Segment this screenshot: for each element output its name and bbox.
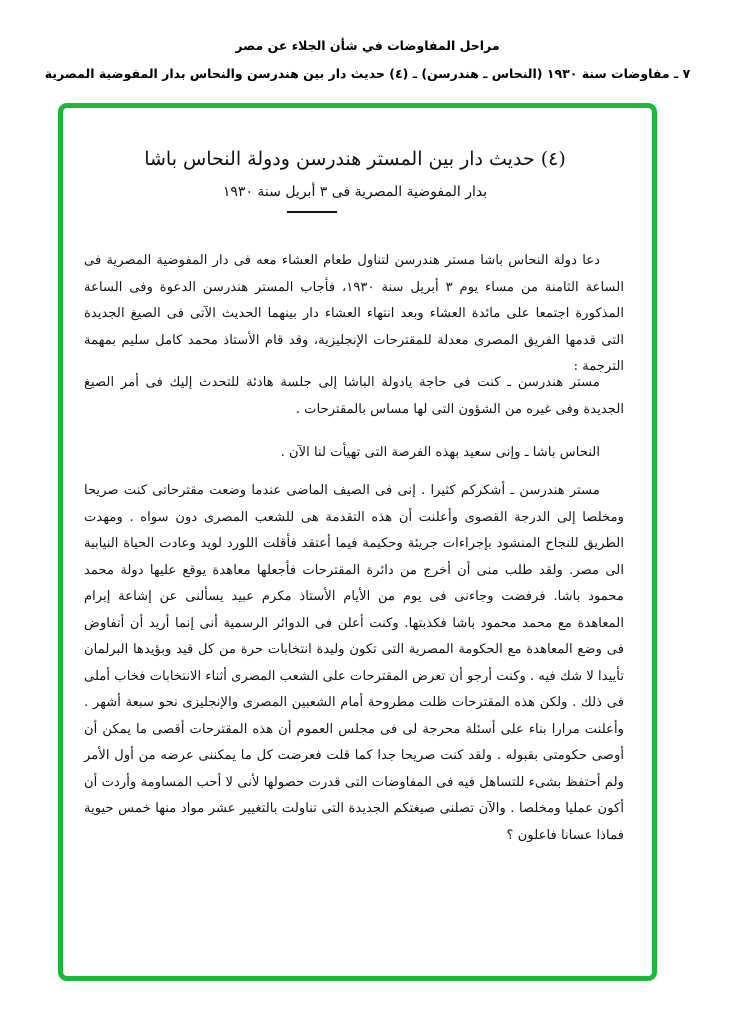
paragraph-henderson-1 xyxy=(84,370,624,423)
paragraph-text: النحاس باشا ـ وإنى سعيد بهذه الفرصة التى تهيأت لنا الآن . xyxy=(280,445,600,460)
document-page xyxy=(62,108,648,968)
paragraph-intro xyxy=(84,248,624,381)
paragraph-henderson-2 xyxy=(84,478,624,849)
title-underline xyxy=(287,211,337,213)
paragraph-text: دعا دولة النحاس باشا مستر هندرسن لتناول طعام العشاء معه فى دار المفوضية المصرية فى الساعة الثامنة من مساء يوم ٣ أبريل سنة ١٩٣٠، فأجاب المستر هندرسن الدعوة وفى الساعة المذكورة اجتمعا على مائدة العشاء وبعد انتهاء العشاء دار بينهما الحديث الآتى فى الصيغ الجديدة التى قدمها الفريق المصرى معدلة للمقترحات الإنجليزية، وقد قام الأستاذ محمد كامل سليم بمهمة الترجمة : xyxy=(84,253,624,374)
paragraph-nahhas-1 xyxy=(84,440,624,467)
document-title: (٤) حديث دار بين المستر هندرسن ودولة النحاس باشا xyxy=(144,148,566,170)
document-subtitle: بدار المفوضية المصرية فى ٣ أبريل سنة ١٩٣٠ xyxy=(222,184,488,200)
paragraph-text: مستر هندرسن ـ أشكركم كثيرا . إنى فى الصيف الماضى عندما وضعت مقترحاتى كنت صريحا ومخلصا إلى الدرجة القصوى وأعلنت أن هذه التقدمة هى للشعب المصرى دون سواه . ومهدت الطريق للنجاح المنشود بإجراءات جريئة وحكيمة فيما أعتقد فأقلت اللورد لويد وعادت الحياة النيابية الى مصر. ولقد طلب منى أن أخرج من دائرة المقترحات فأجعلها معاهدة يوقع عليها دولة محمد محمود باشا. فرفضت وجاءنى فى يوم من الأيام الأستاذ مكرم عبيد يسألنى عن إشاعة إبرام المعاهدة مع محمد محمود باشا فكذبتها. وكنت أعلن فى الدوائر الرسمية أنى إنما أريد أن أتفاوض فى وضع المعاهدة مع الحكومة المصرية التى تكون وليدة انتخابات حرة من كل قيد وبؤيدها البرلمان تأييدا لا شك فيه . وكنت أرجو أن تعرض المقترحات على الشعب المصرى أثناء الانتخابات فخاب أملى فى ذلك . ولكن هذه المقترحات ظلت مطروحة أمام الشعبين المصرى والإنجليزى نحو سبعة أشهر . وأعلنت مرارا بناء على أسئلة محرجة لى فى مجلس العموم أن هذه المقترحات أقصى ما يمكن أن أوصى حكومتى بقبوله . ولقد كنت صريحا جدا كما قلت فعرضت كل ما يمكننى عرضه من أول الأمر ولم أحتفظ بشىء للتساهل فيه فى المفاوضات التى قدرت حصولها لأنى لا أحب المساومة وأردت أن أكون عمليا ومخلصا . والآن تصلنى صيغتكم الجديدة التى تناولت بالتغيير عشر مواد منها خمس حيوية فماذا عسانا فاعلون ؟ xyxy=(84,483,624,843)
paragraph-text: مستر هندرسن ـ كنت فى حاجة يادولة الباشا إلى جلسة هادئة للتحدث إليك فى أمر الصيغ الجديدة وفى غيره من الشؤون التى لها مساس بالمقترحات . xyxy=(84,375,624,417)
chapter-subtitle: ٧ ـ مفاوضات سنة ١٩٣٠ (النحاس ـ هندرسن) ـ (٤) حديث دار بين هندرسن والنحاس بدار المفوضية المصرية xyxy=(44,66,691,81)
book-title: مراحل المفاوضات في شأن الجلاء عن مصر xyxy=(235,38,500,53)
